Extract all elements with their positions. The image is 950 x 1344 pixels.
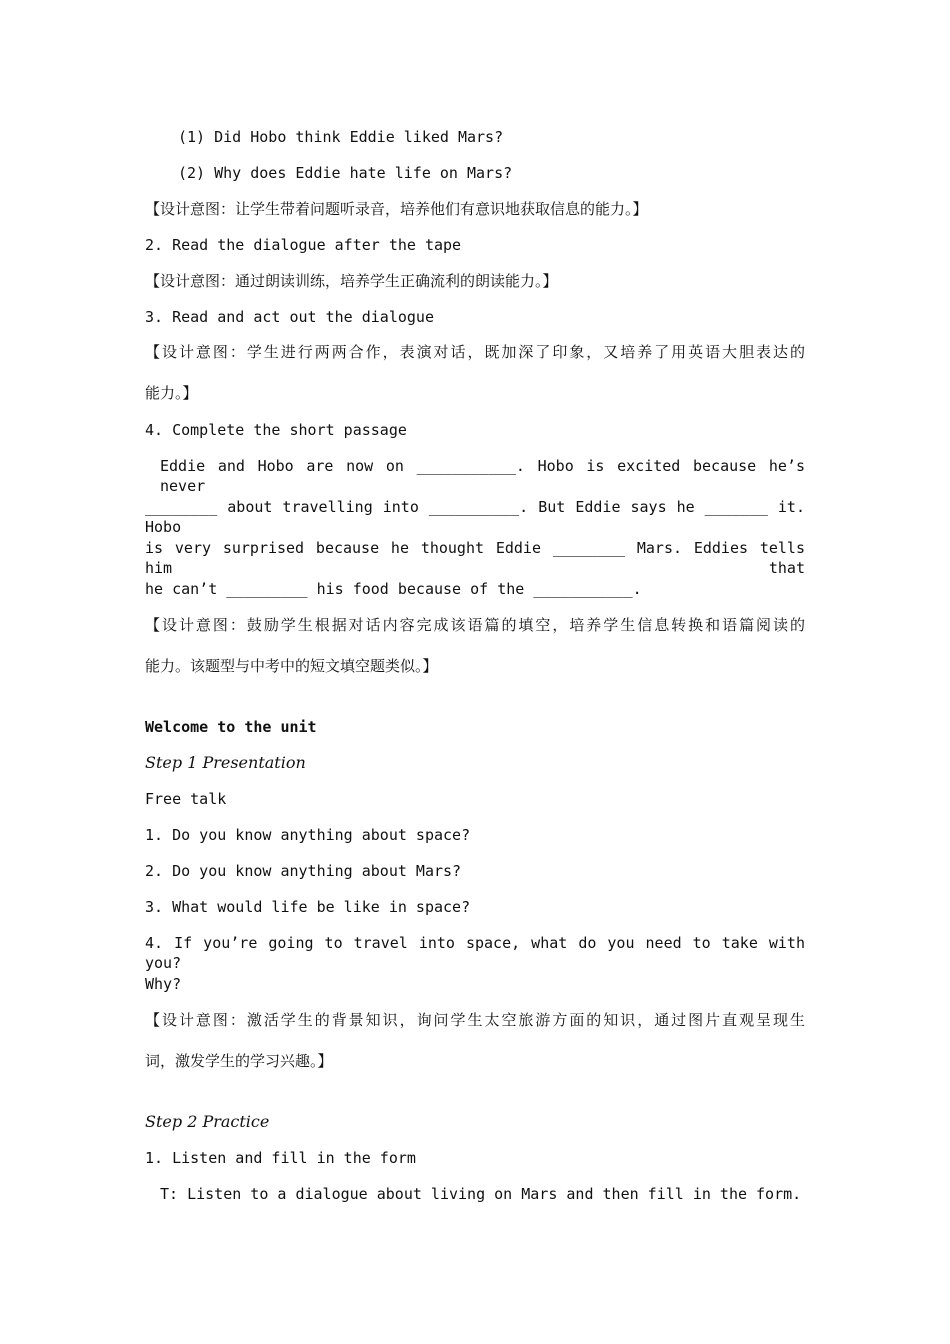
- teacher-instruction: T: Listen to a dialogue about living on Mars and then fill in the form.: [160, 1185, 802, 1203]
- design-note-5-line-1: 【设计意图：激活学生的背景知识，询问学生太空旅游方面的知识，通过图片直观呈现生: [145, 1011, 805, 1029]
- step-item-2: 2. Read the dialogue after the tape: [145, 236, 462, 254]
- section-heading: Welcome to the unit: [145, 718, 317, 736]
- design-note-5-line-2: 词，激发学生的学习兴趣。】: [145, 1052, 333, 1070]
- passage-line-4: he can’t _________ his food because of the ___________.: [145, 580, 642, 598]
- design-note-1: 【设计意图：让学生带着问题听录音，培养他们有意识地获取信息的能力。】: [145, 200, 648, 218]
- free-talk-question-2: 2. Do you know anything about Mars?: [145, 862, 462, 880]
- step-item-4: 4. Complete the short passage: [145, 421, 407, 439]
- free-talk-label: Free talk: [145, 790, 227, 808]
- free-talk-question-3: 3. What would life be like in space?: [145, 898, 471, 916]
- free-talk-question-1: 1. Do you know anything about space?: [145, 826, 471, 844]
- question-2: (2) Why does Eddie hate life on Mars?: [178, 164, 513, 182]
- listen-fill-item: 1. Listen and fill in the form: [145, 1149, 416, 1167]
- step-item-3: 3. Read and act out the dialogue: [145, 308, 434, 326]
- passage-line-2: ________ about travelling into __________. But Eddie says he _______ it. Hobo: [145, 498, 805, 536]
- design-note-2: 【设计意图：通过朗读训练，培养学生正确流利的朗读能力。】: [145, 272, 558, 290]
- design-note-4-line-1: 【设计意图：鼓励学生根据对话内容完成该语篇的填空，培养学生信息转换和语篇阅读的: [145, 616, 805, 634]
- step-1-title: Step 1 Presentation: [145, 753, 306, 772]
- design-note-3-line-2: 能力。】: [145, 384, 198, 402]
- free-talk-question-4-line-2: Why?: [145, 975, 182, 993]
- step-2-title: Step 2 Practice: [145, 1112, 270, 1131]
- design-note-4-line-2: 能力。该题型与中考中的短文填空题类似。】: [145, 657, 438, 675]
- passage-line-3: is very surprised because he thought Eddie ________ Mars. Eddies tells him that: [145, 539, 805, 577]
- question-1: (1) Did Hobo think Eddie liked Mars?: [178, 128, 504, 146]
- design-note-3-line-1: 【设计意图：学生进行两两合作，表演对话，既加深了印象，又培养了用英语大胆表达的: [145, 343, 805, 361]
- passage-line-1: Eddie and Hobo are now on ___________. Hobo is excited because he’s never: [160, 457, 805, 495]
- free-talk-question-4-line-1: 4. If you’re going to travel into space, what do you need to take with you?: [145, 934, 805, 972]
